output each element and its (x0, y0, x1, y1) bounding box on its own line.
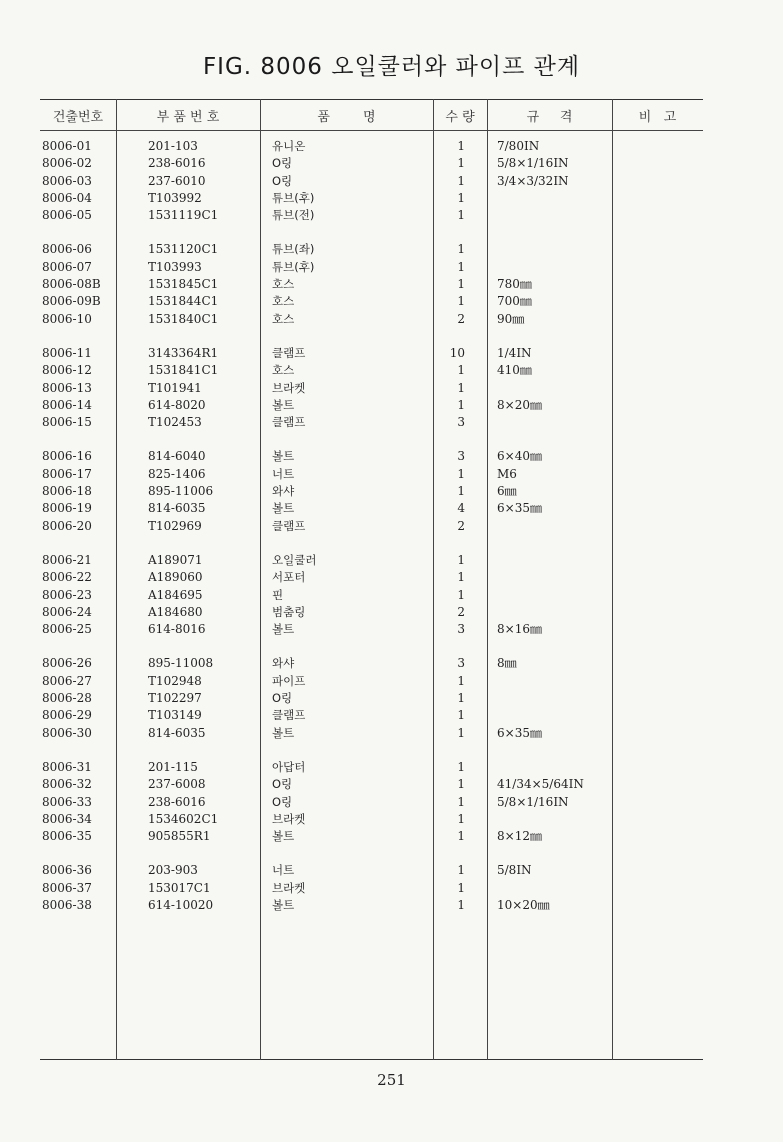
part-number-cell: 905855R1 (148, 829, 211, 844)
table-row (0, 466, 783, 483)
part-name-cell: 유니온 (272, 139, 306, 153)
quantity-cell: 1 (457, 673, 465, 688)
table-row (0, 448, 783, 465)
row-number-cell: 8006-16 (42, 449, 92, 464)
part-number-cell: 614-10020 (148, 897, 214, 912)
quantity-cell: 1 (457, 897, 465, 912)
row-number-cell: 8006-37 (42, 880, 92, 895)
quantity-cell: 1 (457, 484, 465, 499)
spec-cell: 700㎜ (497, 294, 532, 309)
page-number: 251 (377, 1071, 406, 1089)
quantity-cell: 1 (457, 863, 465, 878)
row-number-cell: 8006-15 (42, 415, 92, 430)
quantity-cell: 1 (457, 397, 465, 412)
table-row (0, 794, 783, 811)
part-number-cell: T103992 (148, 190, 202, 205)
spec-cell: M6 (497, 466, 517, 481)
part-number-cell: 237-6010 (148, 173, 206, 188)
table-row (0, 138, 783, 155)
header-remark: 비 고 (638, 110, 677, 125)
table-row (0, 518, 783, 535)
table-row (0, 552, 783, 569)
quantity-cell: 1 (457, 294, 465, 309)
quantity-cell: 1 (457, 708, 465, 723)
part-name-cell: 범춤링 (272, 604, 306, 619)
row-number-cell: 8006-26 (42, 656, 92, 671)
spec-cell: 41/34×5/64IN (497, 777, 584, 792)
row-number-cell: 8006-12 (42, 363, 92, 378)
table-row (0, 276, 783, 293)
part-number-cell: A189071 (148, 552, 203, 567)
part-name-cell: 와샤 (272, 484, 295, 499)
part-number-cell: 895-11008 (148, 656, 214, 671)
part-number-cell: 153017C1 (148, 880, 211, 895)
table-row (0, 759, 783, 776)
part-number-cell: 1531119C1 (148, 208, 219, 223)
quantity-cell: 1 (457, 587, 465, 602)
part-number-cell: T102297 (148, 691, 202, 706)
part-number-cell: 3143364R1 (148, 345, 219, 360)
part-name-cell: 클램프 (272, 518, 306, 533)
part-number-cell: 814-6035 (148, 725, 206, 740)
quantity-cell: 1 (457, 691, 465, 706)
part-name-cell: 볼트 (272, 622, 295, 637)
table-row (0, 776, 783, 793)
part-number-cell: T103149 (148, 708, 202, 723)
row-number-cell: 8006-23 (42, 587, 92, 602)
part-number-cell: 895-11006 (148, 484, 214, 499)
quantity-cell: 1 (457, 570, 465, 585)
table-top-rule (40, 99, 703, 100)
table-row (0, 173, 783, 190)
quantity-cell: 3 (457, 622, 465, 637)
table-row (0, 707, 783, 724)
quantity-cell: 3 (457, 656, 465, 671)
spec-cell: 8×20㎜ (497, 397, 542, 412)
spec-cell: 90㎜ (497, 311, 525, 326)
row-number-cell: 8006-30 (42, 725, 92, 740)
row-number-cell: 8006-35 (42, 829, 92, 844)
part-name-cell: 볼트 (272, 501, 295, 516)
quantity-cell: 3 (457, 415, 465, 430)
part-name-cell: 튜브(후) (272, 259, 315, 274)
part-name-cell: 아답터 (272, 759, 306, 774)
quantity-cell: 1 (457, 794, 465, 809)
quantity-cell: 1 (457, 777, 465, 792)
part-name-cell: 와샤 (272, 656, 295, 671)
row-number-cell: 8006-10 (42, 311, 92, 326)
part-name-cell: O링 (272, 173, 293, 188)
row-number-cell: 8006-24 (42, 604, 92, 619)
part-number-cell: T102453 (148, 415, 202, 430)
table-row (0, 362, 783, 379)
quantity-cell: 1 (457, 363, 465, 378)
table-row (0, 828, 783, 845)
spec-cell: 780㎜ (497, 277, 532, 292)
quantity-cell: 4 (457, 501, 465, 516)
quantity-cell: 1 (457, 380, 465, 395)
row-number-cell: 8006-34 (42, 811, 92, 826)
header-spec: 규 격 (526, 110, 573, 125)
quantity-cell: 1 (457, 139, 465, 153)
part-name-cell: 파이프 (272, 673, 306, 688)
part-number-cell: A184680 (148, 604, 203, 619)
part-name-cell: 클램프 (272, 345, 306, 360)
row-number-cell: 8006-27 (42, 673, 92, 688)
row-number-cell: 8006-05 (42, 208, 92, 223)
table-row (0, 311, 783, 328)
quantity-cell: 10 (449, 345, 465, 360)
part-name-cell: 핀 (272, 587, 284, 602)
spec-cell: 8×16㎜ (497, 622, 542, 637)
row-number-cell: 8006-19 (42, 501, 92, 516)
part-number-cell: A189060 (148, 570, 203, 585)
table-row (0, 587, 783, 604)
row-number-cell: 8006-18 (42, 484, 92, 499)
part-number-cell: T102969 (148, 518, 202, 533)
spec-cell: 10×20㎜ (497, 897, 550, 912)
part-number-cell: 238-6016 (148, 794, 206, 809)
table-row (0, 500, 783, 517)
table-row (0, 190, 783, 207)
row-number-cell: 8006-08B (42, 277, 101, 292)
row-number-cell: 8006-31 (42, 759, 92, 774)
spec-cell: 3/4×3/32IN (497, 173, 569, 188)
part-name-cell: 브라켓 (272, 880, 306, 895)
part-number-cell: 614-8020 (148, 397, 206, 412)
part-number-cell: 1531840C1 (148, 311, 219, 326)
quantity-cell: 1 (457, 277, 465, 292)
part-name-cell: 클램프 (272, 415, 306, 430)
part-name-cell: O링 (272, 691, 293, 706)
part-name-cell: 튜브(좌) (272, 242, 315, 257)
part-name-cell: 볼트 (272, 897, 295, 912)
quantity-cell: 1 (457, 811, 465, 826)
quantity-cell: 1 (457, 725, 465, 740)
part-name-cell: 너트 (272, 863, 295, 878)
part-name-cell: 서포터 (272, 570, 306, 585)
quantity-cell: 2 (457, 311, 465, 326)
part-name-cell: 브라켓 (272, 811, 306, 826)
spec-cell: 8×12㎜ (497, 829, 542, 844)
quantity-cell: 1 (457, 173, 465, 188)
table-row (0, 397, 783, 414)
part-number-cell: 201-115 (148, 759, 198, 774)
part-name-cell: O링 (272, 156, 293, 171)
table-bottom-rule (40, 1059, 703, 1060)
row-number-cell: 8006-01 (42, 139, 92, 153)
quantity-cell: 2 (457, 518, 465, 533)
page-title: FIG. 8006 오일쿨러와 파이프 관계 (202, 54, 581, 80)
table-row (0, 414, 783, 431)
table-row (0, 241, 783, 258)
part-name-cell: 오일쿨러 (272, 552, 317, 567)
table-row (0, 259, 783, 276)
part-number-cell: 201-103 (148, 139, 198, 153)
table-row (0, 604, 783, 621)
part-number-cell: 1531844C1 (148, 294, 219, 309)
row-number-cell: 8006-02 (42, 156, 92, 171)
part-name-cell: 볼트 (272, 829, 295, 844)
row-number-cell: 8006-20 (42, 518, 92, 533)
part-name-cell: 튜브(전) (272, 208, 315, 223)
quantity-cell: 3 (457, 449, 465, 464)
spec-cell: 8㎜ (497, 656, 517, 671)
row-number-cell: 8006-32 (42, 777, 92, 792)
table-row (0, 207, 783, 224)
quantity-cell: 1 (457, 242, 465, 257)
quantity-cell: 1 (457, 190, 465, 205)
part-name-cell: 호스 (272, 363, 295, 378)
row-number-cell: 8006-22 (42, 570, 92, 585)
table-row (0, 897, 783, 914)
table-row (0, 569, 783, 586)
quantity-cell: 1 (457, 552, 465, 567)
part-name-cell: 클램프 (272, 708, 306, 723)
spec-cell: 5/8×1/16IN (497, 156, 569, 171)
quantity-cell: 1 (457, 880, 465, 895)
spec-cell: 5/8×1/16IN (497, 794, 569, 809)
row-number-cell: 8006-09B (42, 294, 101, 309)
row-number-cell: 8006-33 (42, 794, 92, 809)
header-quantity: 수 량 (445, 110, 475, 125)
row-number-cell: 8006-06 (42, 242, 92, 257)
part-name-cell: 볼트 (272, 449, 295, 464)
part-number-cell: 814-6040 (148, 449, 206, 464)
part-number-cell: 1531120C1 (148, 242, 219, 257)
quantity-cell: 1 (457, 259, 465, 274)
spec-cell: 1/4IN (497, 345, 532, 360)
header-no: 건출번호 (52, 110, 104, 125)
part-number-cell: 814-6035 (148, 501, 206, 516)
row-number-cell: 8006-04 (42, 190, 92, 205)
row-number-cell: 8006-21 (42, 552, 92, 567)
part-number-cell: A184695 (148, 587, 203, 602)
quantity-cell: 1 (457, 208, 465, 223)
part-number-cell: 1534602C1 (148, 811, 219, 826)
table-body (0, 138, 783, 914)
part-number-cell: 238-6016 (148, 156, 206, 171)
spec-cell: 6×35㎜ (497, 501, 542, 516)
row-number-cell: 8006-13 (42, 380, 92, 395)
part-name-cell: 호스 (272, 277, 295, 292)
part-number-cell: 237-6008 (148, 777, 206, 792)
row-number-cell: 8006-17 (42, 466, 92, 481)
spec-cell: 5/8IN (497, 863, 532, 878)
header-part-name: 품 명 (317, 110, 376, 125)
spec-cell: 410㎜ (497, 363, 532, 378)
part-number-cell: T101941 (148, 380, 202, 395)
part-name-cell: 너트 (272, 466, 295, 481)
table-row (0, 690, 783, 707)
part-name-cell: 볼트 (272, 725, 295, 740)
table-row (0, 725, 783, 742)
part-number-cell: 614-8016 (148, 622, 206, 637)
part-name-cell: O링 (272, 777, 293, 792)
part-name-cell: 호스 (272, 311, 295, 326)
spec-cell: 6×35㎜ (497, 725, 542, 740)
part-number-cell: T103993 (148, 259, 202, 274)
part-name-cell: O링 (272, 794, 293, 809)
table-row (0, 380, 783, 397)
part-number-cell: 1531845C1 (148, 277, 219, 292)
table-row (0, 345, 783, 362)
part-number-cell: T102948 (148, 673, 202, 688)
row-number-cell: 8006-38 (42, 897, 92, 912)
spec-cell: 7/80IN (497, 139, 540, 153)
quantity-cell: 1 (457, 759, 465, 774)
table-row (0, 155, 783, 172)
table-row (0, 621, 783, 638)
part-name-cell: 브라켓 (272, 380, 306, 395)
header-part-number: 부 품 번 호 (156, 110, 220, 125)
row-number-cell: 8006-11 (42, 345, 92, 360)
row-number-cell: 8006-29 (42, 708, 92, 723)
quantity-cell: 1 (457, 829, 465, 844)
table-row (0, 483, 783, 500)
row-number-cell: 8006-28 (42, 691, 92, 706)
table-row (0, 673, 783, 690)
part-number-cell: 1531841C1 (148, 363, 219, 378)
row-number-cell: 8006-25 (42, 622, 92, 637)
spec-cell: 6×40㎜ (497, 449, 542, 464)
row-number-cell: 8006-07 (42, 259, 92, 274)
part-number-cell: 825-1406 (148, 466, 206, 481)
part-name-cell: 튜브(후) (272, 190, 315, 205)
row-number-cell: 8006-14 (42, 397, 92, 412)
quantity-cell: 1 (457, 156, 465, 171)
part-name-cell: 볼트 (272, 397, 295, 412)
part-number-cell: 203-903 (148, 863, 198, 878)
row-number-cell: 8006-03 (42, 173, 92, 188)
table-header-rule (40, 130, 703, 131)
table-row (0, 862, 783, 879)
table-row (0, 293, 783, 310)
table-row (0, 655, 783, 672)
spec-cell: 6㎜ (497, 484, 517, 499)
row-number-cell: 8006-36 (42, 863, 92, 878)
part-name-cell: 호스 (272, 294, 295, 309)
quantity-cell: 2 (457, 604, 465, 619)
quantity-cell: 1 (457, 466, 465, 481)
table-row (0, 880, 783, 897)
table-row (0, 811, 783, 828)
